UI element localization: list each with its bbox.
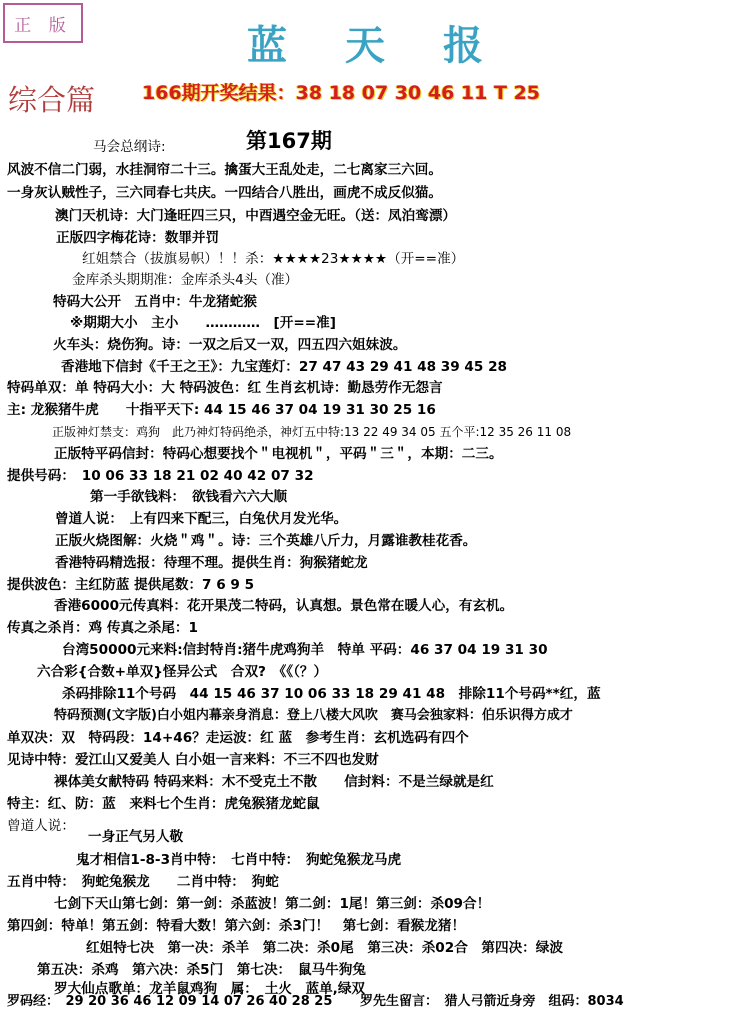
text-line: 香港特码精选报：待理不理。提供生肖：狗猴猪蛇龙 [55, 555, 368, 571]
text-line: 特码单双：单 特码大小：大 特码波色：红 生肖玄机诗：勤恳劳作无怨言 [7, 380, 443, 396]
text-line: 见诗中特：爱江山又爱美人 白小姐一言来料：不三不四也发财 [7, 752, 379, 768]
text-line: 一身正气另人敬 [88, 829, 184, 845]
text-line: 正版火烧图解：火烧＂鸡＂。诗：三个英雄八斤力，月露谁教桂花香。 [55, 533, 477, 549]
text-line: 鬼才相信1-8-3肖中特： 七肖中特： 狗蛇兔猴龙马虎 [76, 852, 402, 868]
text-line: 特码预测(文字版)白小姐内幕亲身消息：登上八楼大风吹 赛马会独家料：伯乐识得方成才 [54, 708, 573, 723]
text-line: 曾道人说： 上有四来下配三，白兔伏月发光华。 [55, 511, 348, 527]
text-line: 第一手欲钱料： 欲钱看六六大顺 [90, 489, 288, 505]
genuine-stamp: 正 版 [3, 3, 83, 43]
issue-title: 第167期 [246, 129, 332, 153]
text-line: 红姐特七决 第一决：杀羊 第二决：杀0尾 第三决：杀02合 第四决：绿波 [86, 940, 563, 956]
text-line: 提供号码： 10 06 33 18 21 02 40 42 07 32 [7, 468, 314, 484]
text-line: 风波不信二门弱，水挂洞帘二十三。擒蛋大王乱处走，二七离家三六回。 [7, 162, 442, 178]
text-line: 主: 龙猴猪牛虎 十指平天下: 44 15 46 37 04 19 31 30 25 16 [7, 402, 436, 418]
text-line: 罗先生留言： 猎人弓箭近身旁 组码：8034 [360, 994, 624, 1009]
text-line: 香港地下信封《千王之王》：九宝莲灯：27 47 43 29 41 48 39 45 28 [61, 359, 508, 375]
text-line: 澳门天机诗：大门逢旺四三只，中酉遇空金无旺。（送：凤泊鸾漂） [55, 208, 457, 224]
text-line: 传真之杀肖：鸡 传真之杀尾：1 [7, 620, 198, 636]
text-line: 马会总纲诗: [93, 139, 166, 155]
text-line: 红姐禁合（拔旗易帜）！！杀：★★★★23★★★★（开==准） [82, 251, 465, 267]
newspaper-title: 蓝天报 [247, 22, 541, 69]
text-line: 第四剑：特单！第五剑：特看大数！第六剑：杀3门！ 第七剑：看猴龙猪！ [7, 918, 466, 934]
text-line: 特主：红、防：蓝 来料七个生肖：虎兔猴猪龙蛇鼠 [7, 796, 320, 812]
text-line: 杀码排除11个号码 44 15 46 37 10 06 33 18 29 41 48 排除11个号码**红，蓝 [62, 686, 601, 702]
text-line: 单双决：双 特码段：14+46？走运波：红 蓝 参考生肖：玄机选码有四个 [7, 730, 469, 746]
text-line: 裸体美女献特码 特码来料：木不受克土不散 信封料：不是兰绿就是红 [54, 774, 494, 790]
text-line: 正版神灯禁支：鸡狗 此乃神灯特码绝杀，神灯五中特:13 22 49 34 05 五个平:12 35 26 11 08 [52, 425, 572, 439]
text-line: 七剑下天山第七剑：第一剑：杀蓝波！第二剑：1尾！第三剑：杀09合！ [54, 896, 491, 912]
text-line: 第五决：杀鸡 第六决：杀5门 第七决： 鼠马牛狗兔 [37, 962, 366, 978]
text-line: 火车头：烧伤狗。诗：一双之后又一双，四五四六姐妹波。 [53, 337, 407, 353]
text-line: 一身灰认贼性子，三六同春七共庆。一四结合八胜出，画虎不成反似猫。 [7, 185, 442, 201]
text-line: 罗码经： 29 20 36 46 12 09 14 07 26 40 28 25 [7, 994, 333, 1009]
text-line: 五肖中特： 狗蛇兔猴龙 二肖中特： 狗蛇 [7, 874, 279, 890]
text-line: 正版特平码信封：特码心想要找个＂电视机＂，平码＂三＂，本期：二三。 [54, 446, 503, 462]
text-line: 曾道人说： [7, 818, 75, 834]
text-line: 香港6000元传真料：花开果茂二特码，认真想。景色常在暖人心，有玄机。 [54, 598, 514, 614]
section-title: 综合篇 [8, 83, 96, 117]
text-line: 六合彩{合数+单双}怪异公式 合双? 《《（？） [37, 664, 328, 680]
text-line: 金库杀头期期准：金库杀头4头（准） [72, 272, 299, 288]
text-line: 罗大仙点歌单：龙羊鼠鸡狗 属： 土火 蓝单,绿双 [54, 981, 366, 997]
text-line: 正版四字梅花诗：数罪并罚 [56, 230, 220, 246]
text-line: 特码大公开 五肖中：牛龙猪蛇猴 [53, 294, 257, 310]
text-line: 提供波色：主红防蓝 提供尾数：7 6 9 5 [7, 577, 255, 593]
text-line: ※期期大小 主小 ………… [开==准] [70, 315, 336, 331]
draw-result-banner: 166期开奖结果：38 18 07 30 46 11 T 25 [142, 82, 541, 104]
text-line: 台湾50000元来料:信封特肖:猪牛虎鸡狗羊 特单 平码：46 37 04 19 31 30 [62, 642, 548, 658]
